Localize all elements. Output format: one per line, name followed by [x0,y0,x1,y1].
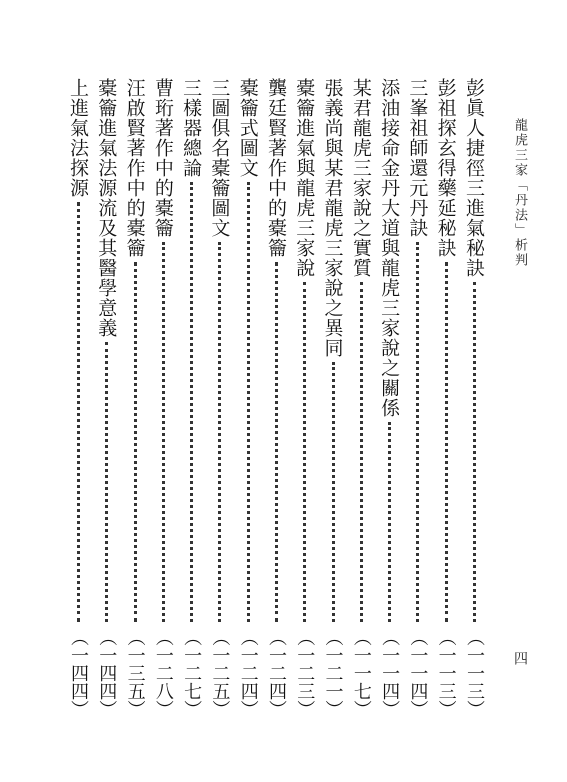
toc-entry-title: 橐籥式圖文 [236,78,259,178]
toc-entry-title: 三圖俱名橐籥圖文 [208,78,231,238]
toc-entry [349,78,373,718]
toc-entry [377,78,401,718]
toc-entry [151,78,175,718]
toc-entry-page: （一二五） [209,628,231,718]
toc-entry-title: 彭眞人捷徑三進氣秘訣 [462,78,485,278]
toc-leader-dots [190,182,193,622]
toc-entry-page: （一一三） [463,628,485,718]
toc-entry [207,78,231,718]
toc-entry-page: （一四四） [96,628,118,718]
toc-entry-page: （一二八） [152,628,174,718]
toc-entry [321,78,345,718]
toc-leader-dots [360,282,363,622]
toc-leader-dots [332,362,335,622]
toc-entry [434,78,458,718]
toc-leader-dots [162,242,165,622]
table-of-contents [66,78,486,718]
toc-entry-page: （一二一） [322,628,344,718]
running-head: 龍虎三家「丹法」析判 [512,118,527,268]
toc-entry-page: （一四四） [68,628,89,718]
toc-entry-title: 添油接命金丹大道與龍虎三家說之關係 [378,78,401,418]
toc-entry-page: （一一三） [435,628,457,718]
toc-leader-dots [134,262,137,622]
toc-entry-page: （一一七） [350,628,372,718]
toc-leader-dots [247,182,250,622]
toc-entry-title: 橐籥進氣法源流及其醫學意義 [95,78,118,338]
toc-entry [123,78,147,718]
toc-entry [236,78,260,718]
toc-leader-dots [275,262,278,622]
toc-leader-dots [388,422,391,622]
toc-entry [66,78,90,718]
toc-leader-dots [303,282,306,622]
toc-entry [292,78,316,718]
toc-leader-dots [416,242,419,622]
toc-entry-title: 汪啟賢著作中的橐籥 [123,78,146,258]
toc-leader-dots [105,342,108,622]
toc-entry [94,78,118,718]
toc-leader-dots [473,282,476,622]
toc-leader-dots [445,262,448,622]
toc-entry [405,78,429,718]
toc-entry [264,78,288,718]
toc-entry-title: 曹珩著作中的橐籥 [151,78,174,238]
toc-leader-dots [218,242,221,622]
toc-entry-page: （一二三） [294,628,316,718]
toc-leader-dots [77,202,80,622]
toc-entry-page: （一二七） [181,628,203,718]
toc-entry-page: （一二四） [265,628,287,718]
toc-entry-page: （一三五） [124,628,146,718]
toc-entry-title: 三樣器總論 [180,78,203,178]
toc-entry [462,78,486,718]
toc-entry-page: （一二四） [237,628,259,718]
toc-entry-title: 彭祖探玄得藥延秘訣 [434,78,457,258]
toc-entry-page: （一一四） [407,628,429,718]
page-number: 四 [512,651,528,665]
toc-entry-page: （一一四） [379,628,401,718]
toc-entry-title: 上進氣法探源 [67,78,89,198]
toc-entry-title: 龔廷賢著作中的橐籥 [264,78,287,258]
toc-entry-title: 某君龍虎三家說之實質 [349,78,372,278]
toc-entry [179,78,203,718]
toc-entry-title: 張義尚與某君龍虎三家說之異同 [321,78,344,358]
toc-entry-title: 三峯祖師還元丹訣 [406,78,429,238]
toc-entry-title: 橐籥進氣與龍虎三家說 [293,78,316,278]
